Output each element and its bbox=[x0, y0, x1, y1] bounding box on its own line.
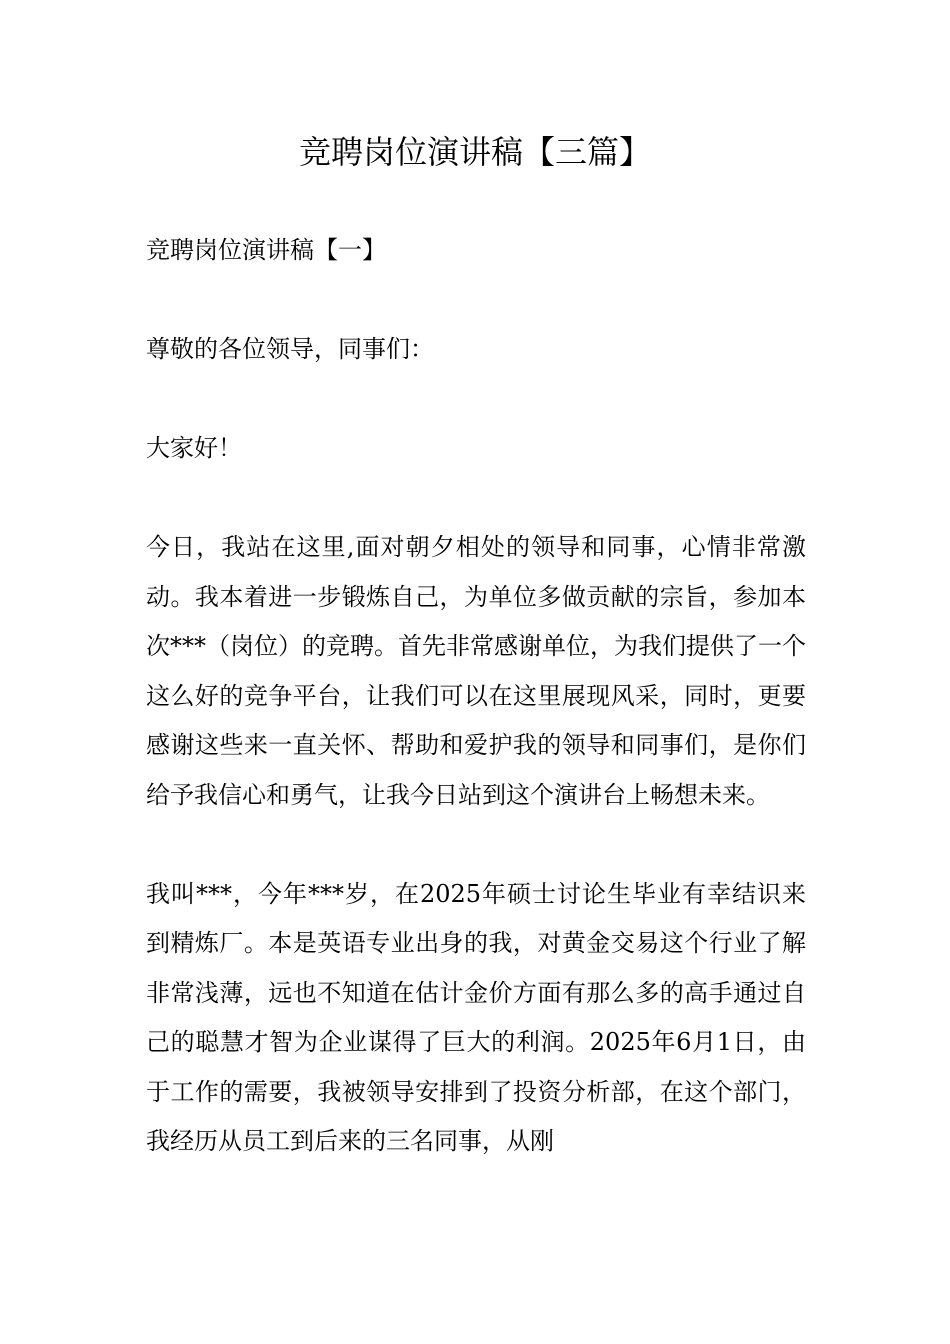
paragraph-gap bbox=[146, 820, 806, 870]
greeting: 大家好！ bbox=[146, 434, 242, 462]
document-body bbox=[146, 226, 806, 1167]
salutation: 尊敬的各位领导，同事们： bbox=[146, 335, 434, 363]
paragraph-gap bbox=[146, 474, 806, 524]
document-title: 竞聘岗位演讲稿【三篇】 bbox=[298, 133, 651, 171]
paragraph-gap bbox=[146, 276, 806, 326]
section-heading: 竞聘岗位演讲稿【一】 bbox=[146, 236, 386, 264]
body-paragraph: 我叫***，今年***岁，在2025年硕士讨论生毕业有幸结识来到精炼厂。本是英语专业出身的我，对黄金交易这个行业了解非常浅薄，远也不知道在估计金价方面有那么多的高手通过自己的聪慧才智为企业谋得了巨大的利润。2025年6月1日，由于工作的需要，我被领导安排到了投资分析部，在这个部门，我经历从员工到后来的三名同事，从刚 bbox=[146, 879, 806, 1155]
paragraph-gap bbox=[146, 375, 806, 425]
body-paragraph: 今日，我站在这里,面对朝夕相处的领导和同事，心情非常激动。我本着进一步锻炼自己，为单位多做贡献的宗旨，参加本次***（岗位）的竞聘。首先非常感谢单位，为我们提供了一个这么好的竞争平台，让我们可以在这里展现风采，同时，更要感谢这些来一直关怀、帮助和爱护我的领导和同事们，是你们给予我信心和勇气，让我今日站到这个演讲台上畅想未来。 bbox=[146, 533, 806, 809]
